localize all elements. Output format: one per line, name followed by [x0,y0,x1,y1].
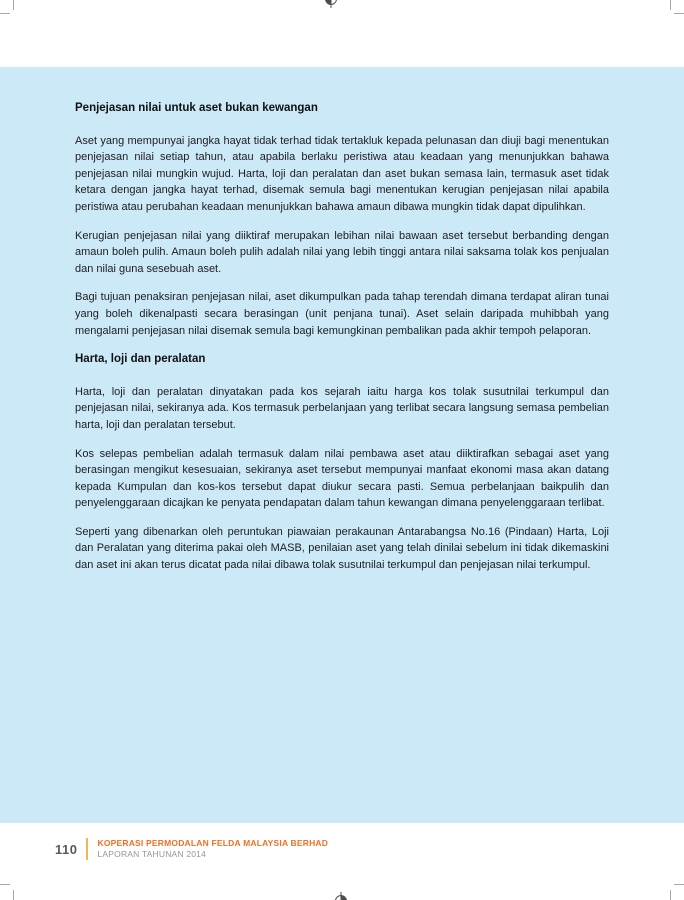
organization-name: KOPERASI PERMODALAN FELDA MALAYSIA BERHAD [97,838,329,848]
paragraph-impairment-2: Kerugian penjejasan nilai yang diiktiraf merupakan lebihan nilai bawaan aset tersebut berbanding dengan amaun boleh pulih. Amaun boleh pulih adalah nilai yang lebih tinggi antara nilai saksama tolak kos penjualan dan nilai guna sesebuah aset. [75,229,609,275]
crop-mark-bottom-left-horizontal [0,884,10,885]
crop-mark-bottom-left-vertical [13,890,14,900]
crop-mark-top-right-horizontal [674,13,684,14]
crop-mark-top-left-horizontal [0,13,10,14]
crop-mark-bottom-right-vertical [670,890,671,900]
paragraph-impairment-1: Aset yang mempunyai jangka hayat tidak terhad tidak tertakluk kepada pelunasan dan diuji bagi menentukan penjejasan nilai setiap tahun, atau apabila berlaku peristiwa atau keadaan yang menunjukkan bahawa penjejasan nilai mungkin wujud. Harta, loji dan peralatan dan aset bukan semasa lain, termasuk aset tidak ketara dengan jangka hayat terhad, disemak semula bagi menentukan kerugian penjejasan nilai apabila peristiwa atau perubahan keadaan menunjukkan bahawa amaun dibawa mungkin tidak dapat dipulihkan. [75,134,609,213]
paragraph-impairment-3: Bagi tujuan penaksiran penjejasan nilai, aset dikumpulkan pada tahap terendah dimana terdapat aliran tunai yang boleh dikenalpasti secara berasingan (unit penjana tunai). Aset selain daripada muhibbah yang mengalami penjejasan nilai disemak semula bagi kemungkinan pembalikan pada akhir tempoh pelaporan. [75,291,609,337]
content-panel [0,67,684,823]
paragraph-ppe-1: Harta, loji dan peralatan dinyatakan pada kos sejarah iaitu harga kos tolak susutnilai terkumpul dan penjejasan nilai, sekiranya ada. Kos termasuk perbelanjaan yang terlibat secara langsung semasa pembelian harta, loji dan peralatan tersebut. [75,385,609,431]
policy-text-block [75,100,609,586]
crop-mark-top-left-vertical [13,0,14,10]
section-heading-impairment: Penjejasan nilai untuk aset bukan kewangan [75,102,318,114]
footer-text [97,838,328,860]
crop-mark-bottom-right-horizontal [674,884,684,885]
registration-target-bottom-icon [332,892,350,900]
registration-target-top-icon [322,0,340,8]
paragraph-ppe-2: Kos selepas pembelian adalah termasuk dalam nilai pembawa aset atau diiktirafkan sebagai aset yang berasingan mengikut kesesuaian, sekiranya aset tersebut mempunyai manfaat ekonomi masa akan datang kepada Kumpulan dan kos-kos tersebut dapat diukur secara pasti. Semua perbelanjaan baikpulih dan penyelenggaraan dicajkan ke penyata pendapatan dalam tahun kewangan dimana penyelenggaraan terlibat. [75,447,609,510]
report-title: LAPORAN TAHUNAN 2014 [97,849,207,859]
paragraph-ppe-3: Seperti yang dibenarkan oleh peruntukan piawaian perakaunan Antarabangsa No.16 (Pindaan) Harta, Loji dan Peralatan yang diterima pakai oleh MASB, penilaian aset yang telah dinilai sebelum ini tidak dikemaskini dan aset ini akan terus dicatat pada nilai dibawa tolak susutnilai terkumpul dan penjejasan nilai terkumpul. [75,525,609,572]
page-footer [55,836,328,862]
section-heading-property-plant-equipment: Harta, loji dan peralatan [75,353,206,366]
footer-divider [86,838,88,860]
page-number: 110 [55,841,78,857]
crop-mark-top-right-vertical [670,0,671,10]
